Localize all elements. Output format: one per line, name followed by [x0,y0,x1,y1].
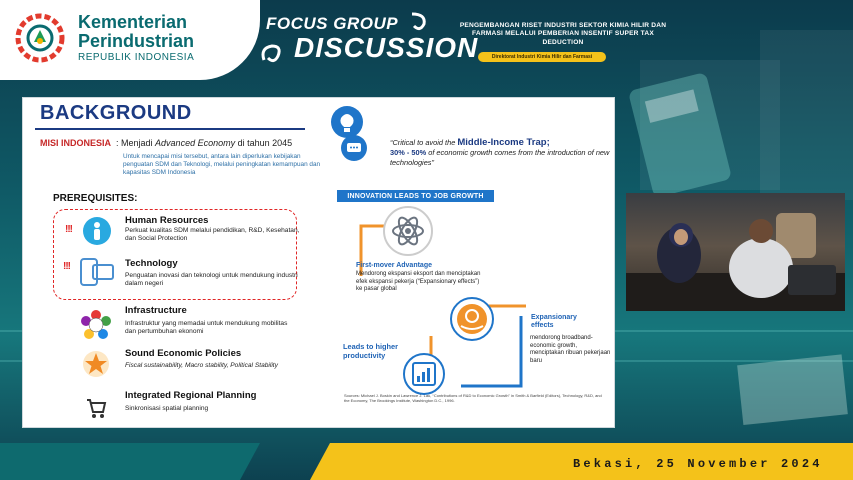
first-mover-desc: Mendorong ekspansi eksport dan menciptakan efek ekspansi pekerja (“Expansionary effects”) ke pasar global [356,271,481,293]
quote-percent: 30% - 50% [390,148,427,157]
presentation-slide [22,97,615,428]
fgd-top-text: FOCUS GROUP [266,14,399,33]
misi-text-post: di tahun 2045 [237,138,293,148]
ministry-name: Kementerian Perindustrian [78,12,195,51]
expansionary-title: Expansionary effects [531,314,577,330]
fgd-logo [258,10,479,72]
exclamation-marks: !!! [65,224,72,235]
atom-circle [383,206,433,256]
productivity-title: Leads to higher productivity [343,342,399,360]
misi-detail: Untuk mencapai misi tersebut, antara lain diperlukan kebijakan penguatan SDM dan Teknologi, melalui peningkatan kemampuan dan kapasitas SDM Indonesia [123,153,321,177]
prerequisites-title: PREREQUISITES: [53,193,138,204]
fgd-main-text: DISCUSSION [294,32,479,63]
misi-statement [116,138,292,148]
quote-post: of economic growth comes from the introduction of new technologies” [390,148,610,167]
prereq-title-human-resources: Human Resources [125,215,209,226]
policy-star-icon [81,349,111,379]
calculator-icon [620,60,740,200]
speakers-photo [626,193,845,311]
misi-text-pre: : Menjadi [116,138,153,148]
expansionary-desc: mendorong broadband-economic growth, menciptakan ribuan pekerjaan baru [530,335,611,364]
banknote-icon [730,330,850,440]
swirl-icon [408,10,430,36]
slide-heading: BACKGROUND [40,102,192,124]
heading-underline [35,128,305,130]
exclamation-marks: !!! [63,261,70,272]
prereq-title-infrastructure: Infrastructure [125,305,187,316]
person-icon [82,216,112,246]
atom-icon [390,213,426,249]
quote-pre: “Critical to avoid the [390,138,456,147]
misi-text-emphasis: Advanced Economy [155,138,236,148]
ministry-logo-icon [14,12,66,64]
prereq-desc-economic-policies: Fiscal sustainability, Macro stability, Political Stability [125,362,278,369]
event-organizer-badge: Direktorat Industri Kimia Hilir dan Farmasi [478,52,606,62]
prereq-title-technology: Technology [125,258,178,269]
innovation-banner: INNOVATION LEADS TO JOB GROWTH [337,190,494,202]
infrastructure-flower-icon [80,309,112,341]
prereq-desc-infrastructure: Infrastruktur yang memadai untuk mendukung mobilitas dan pertumbuhan ekonomi [125,320,288,336]
swirl-icon [258,38,288,68]
misi-label: MISI INDONESIA [40,138,112,148]
camera-feed [626,193,845,311]
sources-note: Sources: Michael J. Boskin and Lawrence J. Lau, “Contributions of R&D to Economic Growth” in Smith & Barfield (Editors), Technology, R&D, and the Economy, The Brookings Institute, Washington D.C., 1996. [344,393,602,403]
prereq-desc-human-resources: Perkuat kualitas SDM melalui pendidikan, R&D, Kesehatan, dan Social Protection [125,227,300,243]
cart-icon [85,396,107,420]
first-mover-title: First-mover Advantage [356,262,432,269]
prereq-title-economic-policies: Sound Economic Policies [125,348,242,359]
bar-growth-icon [409,359,439,389]
chat-bubble-icon [340,134,368,162]
background-building [760,30,853,200]
prereq-desc-technology: Penguatan inovasi dan teknologi untuk mendukung industri dalam negeri [125,272,298,288]
event-date: Bekasi, 25 November 2024 [573,457,823,471]
prereq-desc-regional-planning: Sinkronisasi spatial planning [125,405,209,412]
prereq-title-regional-planning: Integrated Regional Planning [125,390,257,401]
globe-hand-icon [455,302,489,336]
quote-highlight: Middle-Income Trap; [457,137,550,148]
ministry-subtitle: REPUBLIK INDONESIA [78,52,195,63]
devices-icon [79,253,115,289]
growth-circle [450,297,494,341]
middle-income-quote [390,138,615,168]
event-title: PENGEMBANGAN RISET INDUSTRI SEKTOR KIMIA HILIR DAN FARMASI MELALUI PEMBERIAN INSENTIF SUPER TAX DEDUCTION [459,22,667,46]
